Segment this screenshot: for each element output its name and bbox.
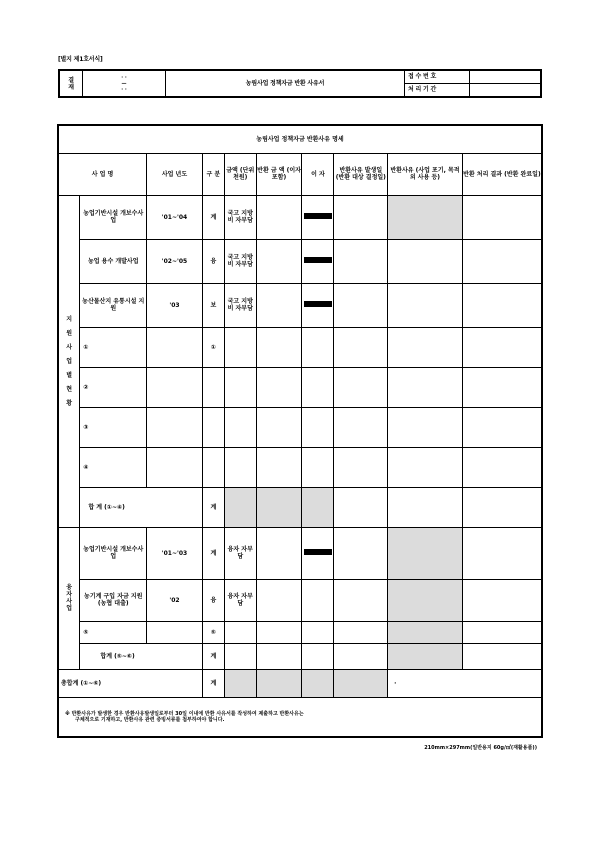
col-header-name: 사 업 명: [58, 153, 147, 195]
table-row-reason[interactable]: [388, 407, 463, 447]
col-header-date: 반환사유 발생일 (반환 대상 결정일): [334, 153, 388, 195]
table-row-date[interactable]: [334, 239, 388, 283]
table-row-result[interactable]: [462, 195, 542, 239]
loan-row-result[interactable]: [462, 527, 542, 579]
table-row-name[interactable]: ④: [80, 447, 147, 487]
grand-total-amount: [224, 669, 256, 697]
table-row-amount: 국고 지방비 자부담: [224, 239, 256, 283]
loan-row-result[interactable]: [462, 621, 542, 643]
table-row-reason[interactable]: [388, 367, 463, 407]
subtotal-interest: [302, 487, 334, 527]
table-row-name[interactable]: 농산물산지 유통시설 지원: [80, 283, 147, 327]
loan-row-kind: 계: [202, 527, 224, 579]
table-row-year[interactable]: [147, 327, 203, 367]
loan-row-result[interactable]: [462, 579, 542, 621]
table-row-interest[interactable]: [302, 239, 334, 283]
grand-total-refund: [256, 669, 302, 697]
col-header-reason: 반환사유 (사업 포기, 목적 외 사용 등): [388, 153, 463, 195]
table-row-kind: 계: [202, 195, 224, 239]
table-row-name[interactable]: ②: [80, 367, 147, 407]
grand-total-interest: [302, 669, 334, 697]
table-row-kind[interactable]: [202, 367, 224, 407]
table-row-year[interactable]: [147, 407, 203, 447]
loan-row-amount: 융자 자부담: [224, 527, 256, 579]
table-row-interest[interactable]: [302, 283, 334, 327]
section-loan-label: 융 자 사 업: [58, 527, 80, 669]
subtotal-date[interactable]: [334, 487, 388, 527]
grand-total-date: [334, 669, 388, 697]
table-title: 농림사업 정책자금 반환사유 명세: [58, 125, 542, 153]
approval-label-2: 재: [68, 83, 74, 91]
table-row-reason[interactable]: [388, 327, 463, 367]
table-row-interest[interactable]: [302, 367, 334, 407]
table-row-interest[interactable]: [302, 447, 334, 487]
loan-row-year[interactable]: '01~'03: [147, 527, 203, 579]
grand-total-label: 총합계 (①~⑥): [58, 669, 202, 697]
subtotal-reason[interactable]: [388, 487, 463, 527]
loan-subtotal-kind: 계: [202, 643, 224, 669]
loan-row-reason: [388, 579, 463, 621]
table-row-amount[interactable]: [224, 327, 256, 367]
subtotal-kind: 계: [202, 487, 224, 527]
loan-row-refund[interactable]: [256, 527, 302, 579]
loan-subtotal-result[interactable]: [462, 643, 542, 669]
approval-slots[interactable]: · · — · ·: [83, 70, 166, 97]
table-row-kind[interactable]: [202, 447, 224, 487]
document-title: 농림사업 정책자금 반환 사유서: [166, 70, 405, 97]
table-row-name[interactable]: ③: [80, 407, 147, 447]
receipt-number-label: 접 수 번 호: [405, 71, 469, 84]
loan-subtotal-refund[interactable]: [256, 643, 302, 669]
table-row-year[interactable]: [147, 367, 203, 407]
table-row-refund[interactable]: [256, 327, 302, 367]
loan-row-reason: [388, 527, 463, 579]
note-line-1: ※ 반환사유가 발생한 경우 반환사유발생일로부터 30일 이내에 반환 사유서를 작성하여 제출하고 반환사유는: [65, 710, 304, 717]
table-row-result[interactable]: [462, 239, 542, 283]
loan-row-amount[interactable]: [224, 621, 256, 643]
table-row-year[interactable]: '02~'05: [147, 239, 203, 283]
table-row-name[interactable]: 농업 용수 개발사업: [80, 239, 147, 283]
table-row-date[interactable]: [334, 195, 388, 239]
table-row-interest[interactable]: [302, 407, 334, 447]
loan-row-refund[interactable]: [256, 579, 302, 621]
table-row-refund[interactable]: [256, 239, 302, 283]
loan-row-amount: 융자 자부담: [224, 579, 256, 621]
loan-row-interest[interactable]: [302, 527, 334, 579]
loan-row-year[interactable]: '02: [147, 579, 203, 621]
table-row-amount[interactable]: [224, 367, 256, 407]
table-row-refund[interactable]: [256, 283, 302, 327]
table-row-amount[interactable]: [224, 447, 256, 487]
subtotal-result[interactable]: [462, 487, 542, 527]
subtotal-amount: [224, 487, 256, 527]
table-row-date[interactable]: [334, 327, 388, 367]
table-row-result[interactable]: [462, 407, 542, 447]
loan-row-date[interactable]: [334, 527, 388, 579]
table-row-date[interactable]: [334, 367, 388, 407]
col-header-amount: 금액 (단위 천원): [224, 153, 256, 195]
table-row-date[interactable]: [334, 447, 388, 487]
table-row-refund[interactable]: [256, 195, 302, 239]
loan-subtotal-reason: [388, 643, 463, 669]
table-row-result[interactable]: [462, 283, 542, 327]
table-row-amount: 국고 지방비 자부담: [224, 283, 256, 327]
col-header-result: 반환 처리 결과 (반환 완료일): [462, 153, 542, 195]
approval-label-1: 결: [68, 76, 74, 84]
table-row-result[interactable]: [462, 447, 542, 487]
loan-row-kind: 융: [202, 579, 224, 621]
header-table: [58, 69, 542, 98]
loan-subtotal-interest[interactable]: [302, 643, 334, 669]
table-row-kind: 보: [202, 283, 224, 327]
table-row-date[interactable]: [334, 407, 388, 447]
table-row-interest[interactable]: [302, 327, 334, 367]
grand-total-kind: 계: [202, 669, 224, 697]
table-row-year[interactable]: '03: [147, 283, 203, 327]
loan-row-date[interactable]: [334, 579, 388, 621]
table-row-name[interactable]: ①: [80, 327, 147, 367]
loan-row-reason: [388, 621, 463, 643]
loan-row-interest[interactable]: [302, 621, 334, 643]
table-row-reason[interactable]: [388, 447, 463, 487]
table-row-refund[interactable]: [256, 407, 302, 447]
subtotal-label: 합 계 (①~④): [80, 487, 203, 527]
table-row-reason[interactable]: [388, 239, 463, 283]
note-line-2: 구체적으로 기재하고, 반환사유 관련 증빙서류를 첨부하여야 합니다.: [75, 716, 225, 723]
loan-row-date[interactable]: [334, 621, 388, 643]
loan-row-name[interactable]: ⑤: [80, 621, 147, 643]
paper-size-footer: 210mm×297mm(일반용지 60g/㎡(재활용품)): [424, 745, 537, 751]
loan-row-name[interactable]: 농기계 구입 자금 지원 (농협 대출): [80, 579, 147, 621]
loan-subtotal-date[interactable]: [334, 643, 388, 669]
table-row-amount: 국고 지방비 자부담: [224, 195, 256, 239]
col-header-refund: 반환 금 액 (이자포함): [256, 153, 302, 195]
loan-row-kind: ⑤: [202, 621, 224, 643]
main-table: [57, 124, 543, 738]
header-value-cells[interactable]: [470, 70, 542, 97]
form-code: [별지 제1호서식]: [58, 56, 103, 63]
loan-row-name[interactable]: 농업기반시설 개보수사업: [80, 527, 147, 579]
table-row-result[interactable]: [462, 327, 542, 367]
table-row-interest[interactable]: [302, 195, 334, 239]
table-row-result[interactable]: [462, 367, 542, 407]
table-row-year[interactable]: '01~'04: [147, 195, 203, 239]
grand-total-note: ·: [388, 669, 542, 697]
table-row-date[interactable]: [334, 283, 388, 327]
col-header-year: 사업 년도: [147, 153, 203, 195]
table-row-kind[interactable]: [202, 407, 224, 447]
table-row-amount[interactable]: [224, 407, 256, 447]
processing-period-label: 처 리 기 간: [408, 86, 437, 93]
table-row-refund[interactable]: [256, 447, 302, 487]
table-row-kind: ①: [202, 327, 224, 367]
col-header-interest: 이 자: [302, 153, 334, 195]
loan-subtotal-label: 합계 (⑤~⑥): [80, 643, 203, 669]
table-row-name[interactable]: 농업기반시설 개보수사업: [80, 195, 147, 239]
col-header-kind: 구 분: [202, 153, 224, 195]
table-row-reason[interactable]: [388, 283, 463, 327]
loan-subtotal-amount[interactable]: [224, 643, 256, 669]
loan-row-refund[interactable]: [256, 621, 302, 643]
table-row-kind: 융: [202, 239, 224, 283]
subtotal-refund: [256, 487, 302, 527]
loan-row-interest[interactable]: [302, 579, 334, 621]
section-support-label: 지 원 사 업 별 현 황: [58, 195, 80, 527]
notes-cell: [58, 697, 542, 737]
table-row-refund[interactable]: [256, 367, 302, 407]
table-row-year[interactable]: [147, 447, 203, 487]
table-row-reason: [388, 195, 463, 239]
approval-label-cell: [59, 70, 83, 97]
loan-row-year[interactable]: [147, 621, 203, 643]
